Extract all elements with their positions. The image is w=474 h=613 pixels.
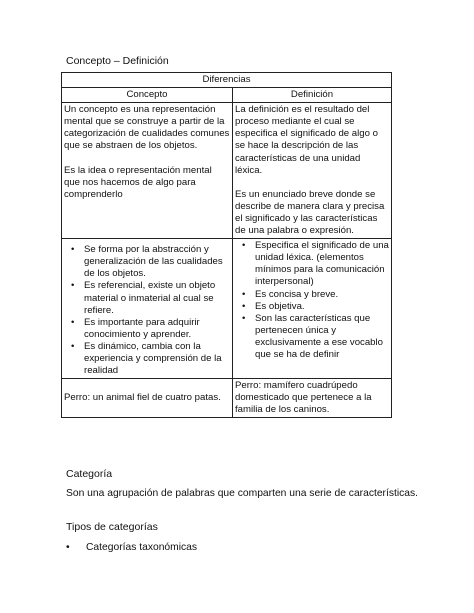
categoria-text: Son una agrupación de palabras que comparten una serie de características. bbox=[66, 488, 419, 499]
table-row bbox=[62, 239, 392, 379]
list-item: • Es dinámico, cambia con la experiencia y comprensión de la realidad bbox=[84, 341, 230, 377]
categoria-heading: Categoría bbox=[66, 468, 113, 480]
bullet-icon: • bbox=[66, 542, 70, 553]
paragraph: Es un enunciado breve donde se describe de manera clara y precisa el significado y las características de una palabra o expresión. bbox=[235, 188, 385, 237]
paragraph: Es la idea o representación mental que nos hacemos de algo para comprenderlo bbox=[64, 164, 212, 200]
tipos-heading: Tipos de categorías bbox=[66, 521, 158, 533]
bullet-list bbox=[235, 240, 389, 361]
bullet-list bbox=[64, 244, 230, 377]
list-item: • Es concisa y breve. bbox=[255, 289, 389, 301]
table-cell-concepto: Perro: un animal fiel de cuatro patas. bbox=[62, 379, 233, 418]
table-row bbox=[62, 379, 392, 418]
table-cell-concepto bbox=[62, 239, 233, 379]
table-row bbox=[62, 103, 392, 239]
list-item: • Se forma por la abstracción y generalización de las cualidades de los objetos. bbox=[84, 244, 230, 280]
list-item: • Es objetiva. bbox=[255, 301, 389, 313]
list-item: • Es referencial, existe un objeto material o inmaterial al cual se refiere. bbox=[84, 280, 230, 316]
list-item bbox=[66, 542, 197, 553]
list-item: • Son las características que pertenecen única y exclusivamente a ese vocablo que se ha de definir bbox=[255, 313, 389, 361]
table-caption-row bbox=[62, 73, 392, 88]
list-item: • Especifica el significado de una unidad léxica. (elementos mínimos para la comunicación interpersonal) bbox=[255, 240, 389, 288]
list-item: • Es importante para adquirir conocimiento y aprender. bbox=[84, 317, 230, 341]
table-cell-concepto bbox=[62, 103, 233, 239]
paragraph: Un concepto es una representación mental que se construye a partir de la categorización de cualidades comunes que se abstraen de los objetos. bbox=[64, 104, 230, 152]
table-cell-definicion bbox=[233, 103, 392, 239]
column-header-concepto: Concepto bbox=[62, 88, 233, 103]
list-item-label: Categorías taxonómicas bbox=[86, 542, 198, 553]
table-caption: Diferencias bbox=[62, 73, 392, 88]
document-title: Concepto – Definición bbox=[66, 55, 169, 67]
column-header-definicion: Definición bbox=[233, 88, 392, 103]
table-header-row bbox=[62, 88, 392, 103]
table-cell-definicion bbox=[233, 239, 392, 379]
paragraph: La definición es el resultado del proceso mediante el cual se especifica el significado de algo o se hace la descripción de las características de una unidad léxica. bbox=[235, 104, 378, 176]
comparison-table bbox=[61, 72, 392, 418]
table-cell-definicion: Perro: mamífero cuadrúpedo domesticado que pertenece a la familia de los caninos. bbox=[233, 379, 392, 418]
